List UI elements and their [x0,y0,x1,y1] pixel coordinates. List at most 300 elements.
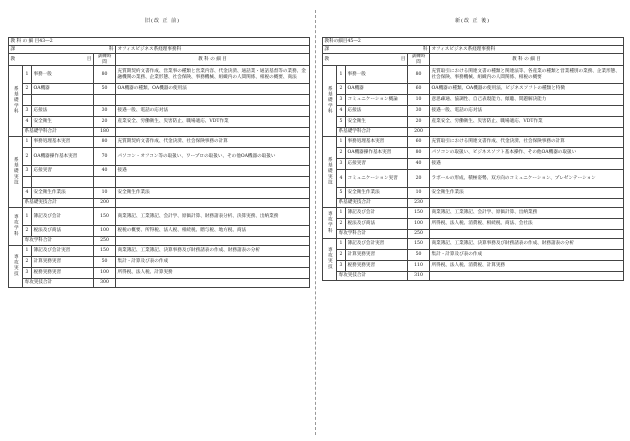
row-number-cell [23,148,32,166]
content-cell [116,208,310,226]
course-label-end: 科 [422,46,428,52]
subject-cell [32,188,94,199]
content-cell [430,219,624,230]
group-name-cell [323,137,337,208]
subject-name: 応接法 [347,108,362,114]
row-number: 2 [339,221,343,227]
subject-content: 商業簿記、工業簿記、決算事務及び財務諸表の作成、財務諸表の分析 [117,248,260,254]
table-row [323,208,624,219]
total-blank-cell [430,199,624,208]
hours-header: 訓練時間 [411,54,426,65]
table-row [323,239,624,250]
content-cell [116,106,310,117]
group-name: 専攻実技 [327,247,333,270]
row-number-cell [337,66,346,84]
training-hours: 50 [101,259,108,265]
total-blank-cell [430,230,624,239]
content-cell [116,66,310,84]
subject-name: 簿記及び会計実習 [33,248,71,254]
subject-name: OA機器 [347,86,364,92]
hours-cell [94,188,116,199]
subject-content: OA機器の種類、OA機器の使用法 [117,86,187,92]
total-label-cell [337,272,408,281]
group-total-hours: 200 [100,200,109,206]
subject-content: 集計・計算及び表の作成 [117,259,169,265]
content-cell [430,106,624,117]
training-hours: 40 [415,161,422,167]
subject-name: OA機器操作基本実習 [33,153,78,159]
row-number: 1 [339,71,343,77]
hours-cell [94,226,116,237]
content-cell [430,84,624,95]
row-number-cell [23,177,32,188]
training-hours: 30 [101,108,108,114]
total-label-cell [337,128,408,137]
training-hours: 20 [415,175,422,181]
course-label [11,47,114,53]
training-hours: 10 [415,97,422,103]
hours-cell [408,137,430,148]
content-cell [116,177,310,188]
row-number: 2 [25,153,29,159]
subject-header [325,57,406,63]
total-blank-cell [116,279,310,288]
row-number: 1 [25,248,29,254]
row-number-cell [23,66,32,84]
hours-cell [408,188,430,199]
subject-name: 安全衛生作業法 [347,190,380,196]
group-name-cell [9,137,23,208]
content-cell [116,148,310,166]
table-row [9,166,310,177]
row-number: 3 [25,168,29,174]
group-name-cell [9,66,23,137]
course-name: オフィスビジネス系経理事務科 [431,46,496,52]
subject-cell [32,208,94,226]
row-number: 3 [339,161,343,167]
training-hours: 80 [415,150,422,156]
group-name-cell [9,246,23,288]
subject-content: 所得税、法人税、消費税、相続税、商法、会社法 [431,221,533,227]
hours-cell [408,219,430,230]
left-page-header: 旧(改 正 前) [145,18,181,24]
content-header-cell [430,54,624,66]
row-number-cell [337,208,346,219]
training-hours: 10 [101,190,108,196]
subject-cell [346,159,408,170]
group-name-cell [323,66,337,137]
content-cell [430,95,624,106]
column-header-row [9,54,310,66]
training-hours: 80 [101,139,108,145]
hours-cell [408,84,430,95]
subject-name: 事務一般 [347,71,366,77]
table-row [9,137,310,148]
subject-cell [346,95,408,106]
table-row [9,208,310,226]
title-label: 教 科 の 細 目43―2 [10,38,53,44]
table-row [323,219,624,230]
row-number-cell [337,219,346,230]
hours-cell [408,148,430,159]
content-cell [430,208,624,219]
row-number-cell [23,117,32,128]
training-hours: 80 [101,71,108,77]
subject-content: 安全衛生作業法 [431,190,464,196]
group-total-hours: 310 [414,273,423,279]
row-number-cell [337,137,346,148]
subject-cell [32,66,94,84]
group-total-label: 専攻学科合計 [24,238,53,244]
content-cell [430,188,624,199]
total-label-cell [23,199,94,208]
subject-name: 簿記及び会計実習 [347,241,385,247]
table-row [323,66,624,84]
group-name-cell [9,208,23,246]
title-row [9,38,310,46]
table-row [323,84,624,95]
hours-cell [94,66,116,84]
training-hours: 10 [415,190,422,196]
subject-content: 接遇一般、電話の応対法 [117,108,169,114]
group-name-cell [323,239,337,281]
training-hours: 110 [414,263,423,269]
subject-cell [32,268,94,279]
hours-cell [408,239,430,250]
group-total-hours: 250 [100,238,109,244]
group-total-hours: 300 [100,280,109,286]
subject-content: 意思疎通、協調性、自己表現能力、傾聴、問題解決能力 [431,97,547,103]
group-total-label: 系基礎学科合計 [24,129,57,135]
subject-name: 簿記及び会計 [33,213,62,219]
total-hours-cell [408,128,430,137]
hours-cell [94,84,116,95]
group-total-row [323,199,624,208]
subject-content: 充質取引における関連文書の種類と関連法等、各産業の種類と営業種別の業務、企業形態、社会保険、事務機械、組織内の人間関係、相税の概要 [431,69,620,80]
total-blank-cell [116,199,310,208]
total-hours-cell [408,199,430,208]
row-number: 1 [25,213,29,219]
table-row [323,117,624,128]
total-blank-cell [116,128,310,137]
hours-cell [94,95,116,106]
content-cell [430,159,624,170]
hours-cell [94,177,116,188]
subject-name: 応接実習 [33,168,52,174]
table-row [323,148,624,159]
table-row [9,106,310,117]
training-hours: 60 [415,86,422,92]
subject-cell [32,137,94,148]
table-row [9,148,310,166]
table-row [9,84,310,95]
row-number-cell [23,137,32,148]
group-total-label: 専攻学科合計 [338,231,367,237]
table-row [9,95,310,106]
hours-cell [94,137,116,148]
subject-content: 充質期契約文書作成、営業事の種類と営業内容、代金決済、通話業・通話基督等の業務、金融機関の業務、企業形態、社会保険、事務機械、組織内の人間関係、相税の概要、商法 [117,69,306,80]
hours-cell [408,250,430,261]
hours-cell [408,159,430,170]
row-number: 5 [339,190,343,196]
row-number-cell [337,170,346,188]
subject-cell [32,257,94,268]
subject-name: 簿記及び会計 [347,210,376,216]
row-number: 1 [25,139,29,145]
table-row [9,257,310,268]
group-total-row [9,128,310,137]
subject-name: 事務処理基本実習 [33,139,71,145]
row-number-cell [23,84,32,95]
content-cell [116,257,310,268]
group-name: 系基礎実技 [327,156,333,185]
training-hours: 50 [101,86,108,92]
subject-header [11,57,92,63]
content-cell [116,117,310,128]
group-total-row [323,128,624,137]
content-cell [116,226,310,237]
subject-cell [346,84,408,95]
content-cell [430,148,624,159]
table-row [9,226,310,237]
table-row [9,66,310,84]
subject-name: OA機器操作基本実習 [347,150,392,156]
group-total-hours: 250 [414,231,423,237]
right-subject-table [322,37,624,281]
table-row [9,177,310,188]
row-number-cell [23,166,32,177]
row-number-cell [337,95,346,106]
subject-cell [346,239,408,250]
subject-header-end: 目 [86,56,92,62]
row-number-cell [23,106,32,117]
content-cell [116,188,310,199]
total-hours-cell [94,237,116,246]
hours-cell [408,170,430,188]
course-label-cell [9,46,116,54]
subject-name: 税務実務実習 [347,263,376,269]
row-number-cell [337,159,346,170]
group-name: 系基礎学科 [327,85,333,114]
total-blank-cell [430,128,624,137]
training-hours: 100 [100,270,109,276]
total-blank-cell [430,272,624,281]
hours-cell [408,117,430,128]
hours-cell [408,208,430,219]
table-row [323,261,624,272]
total-label-cell [337,199,408,208]
row-number: 3 [25,270,29,276]
subject-content: 商業簿記、工業簿記、決算事務及び財務諸表の作成、財務諸表の分析 [431,241,574,247]
subject-header-start: 教 [10,56,16,62]
subject-content: 商業簿記、工業簿記、会計学、原価計算、出納業務 [431,210,538,216]
table-row [9,117,310,128]
content-header-cell [116,54,310,66]
title-label: 教科の細目45―2 [324,38,361,44]
subject-header-end: 目 [400,56,406,62]
subject-cell [346,188,408,199]
content-cell [430,250,624,261]
row-number-cell [337,84,346,95]
training-hours: 50 [415,252,422,258]
hours-header-cell [94,54,116,66]
training-hours: 150 [414,241,423,247]
subject-content: OA機器の種類、OA機器の使用法、ビジネスソフトの種類と特徴 [431,86,565,92]
subject-content: ラポールの形成、積極姿勢、双方向のコミュニケーション、プレゼンテーション [431,175,596,181]
subject-header-cell [9,54,94,66]
total-hours-cell [94,128,116,137]
subject-header-start: 教 [324,56,330,62]
subject-name: 事務処理基本実習 [347,139,385,145]
group-name: 系基礎学科 [13,85,19,114]
group-name-cell [323,208,337,239]
hours-cell [94,117,116,128]
course-label-end: 科 [108,46,114,52]
hours-cell [94,166,116,177]
training-hours: 40 [101,168,108,174]
training-hours: 20 [415,119,422,125]
subject-cell [346,148,408,159]
total-hours-cell [94,199,116,208]
row-number: 4 [339,175,343,181]
subject-content: 安全衛生作業法 [117,190,150,196]
total-blank-cell [116,237,310,246]
group-total-hours: 230 [414,200,423,206]
subject-content: 充質取引における関連文書作成、代金決済、社会保険事務の計算 [431,139,565,145]
subject-cell [32,148,94,166]
content-cell [430,170,624,188]
row-number-cell [337,239,346,250]
row-number: 2 [339,86,343,92]
row-number: 1 [339,241,343,247]
training-hours: 30 [415,108,422,114]
right-page-header: 新(改 正 後) [455,18,491,24]
subject-cell [346,208,408,219]
content-cell [116,84,310,95]
table-row [323,250,624,261]
hours-cell [408,106,430,117]
group-total-row [9,237,310,246]
course-label-cell [323,46,430,54]
row-number: 4 [339,108,343,114]
table-row [323,95,624,106]
subject-name: コミュニケーション概論 [347,97,398,103]
subject-cell [32,226,94,237]
subject-content: 税税の概要、所得税、法人税、相続税、贈与税、地方税、商法 [117,228,247,234]
total-hours-cell [408,230,430,239]
title-label-cell [9,38,310,46]
hours-cell [408,95,430,106]
subject-cell [32,177,94,188]
subject-content: 集計・計算及び表の作成 [431,252,483,258]
table-row [9,188,310,199]
content-cell [430,239,624,250]
training-hours: 150 [414,210,423,216]
row-number-cell [23,208,32,226]
row-number-cell [23,257,32,268]
subject-cell [346,219,408,230]
subject-content: 接遇 [431,161,441,167]
subject-name: 応接実習 [347,161,366,167]
subject-content: 産業安全、労働衛生、災害防止、職場適応、VDT作業 [117,119,229,125]
content-cell [430,261,624,272]
row-number-cell [337,261,346,272]
table-row [9,268,310,279]
group-total-hours: 180 [100,129,109,135]
row-number: 2 [339,252,343,258]
course-name: オフィスビジネス系経理事務科 [117,46,182,52]
row-number: 2 [25,86,29,92]
subject-name: 計算実務実習 [347,252,376,258]
table-row [9,246,310,257]
row-number-cell [337,148,346,159]
row-number: 2 [25,228,29,234]
row-number-cell [23,188,32,199]
subject-cell [346,137,408,148]
subject-name: 事務一般 [33,71,52,77]
subject-content: パソコン・オフコン等の取扱い、ワープロの取扱い、その他OA機器の取扱い [117,153,276,159]
group-total-hours: 200 [414,129,423,135]
row-number: 1 [339,139,343,145]
group-name: 専攻実技 [13,254,19,277]
left-subject-table [8,37,310,288]
row-number: 1 [25,71,29,77]
training-hours: 150 [100,213,109,219]
subject-cell [32,166,94,177]
subject-cell [346,106,408,117]
subject-cell [346,250,408,261]
page-divider [315,10,316,435]
subject-name: 税法及び商法 [33,228,62,234]
row-number: 3 [339,263,343,269]
row-number-cell [23,226,32,237]
content-cell [116,246,310,257]
total-hours-cell [408,272,430,281]
table-row [323,188,624,199]
subject-cell [32,246,94,257]
subject-cell [346,261,408,272]
row-number-cell [337,117,346,128]
content-header: 教 科 の 細 目 [512,56,541,62]
subject-cell [32,106,94,117]
table-row [323,106,624,117]
subject-content: 充質期契約文書作成、代金決済、社会保険事務の計算 [117,139,228,145]
group-total-label: 専攻実技合計 [338,273,367,279]
subject-name: 安全衛生 [347,119,366,125]
subject-content: 接遇 [117,168,127,174]
hours-cell [94,208,116,226]
content-cell [116,166,310,177]
subject-name: 税務実務実習 [33,270,62,276]
table-row [323,137,624,148]
subject-name: 応接法 [33,108,48,114]
training-hours: 150 [100,248,109,254]
row-number: 4 [25,190,29,196]
content-cell [116,95,310,106]
total-label-cell [23,237,94,246]
subject-cell [346,170,408,188]
training-hours: 60 [415,139,422,145]
row-number: 2 [25,259,29,265]
total-label-cell [337,230,408,239]
row-number-cell [23,246,32,257]
total-label-cell [23,128,94,137]
group-total-row [9,279,310,288]
content-cell [116,268,310,279]
course-name-cell [116,46,310,54]
group-name: 専攻学科 [13,214,19,237]
group-name: 系基礎実技 [13,156,19,185]
